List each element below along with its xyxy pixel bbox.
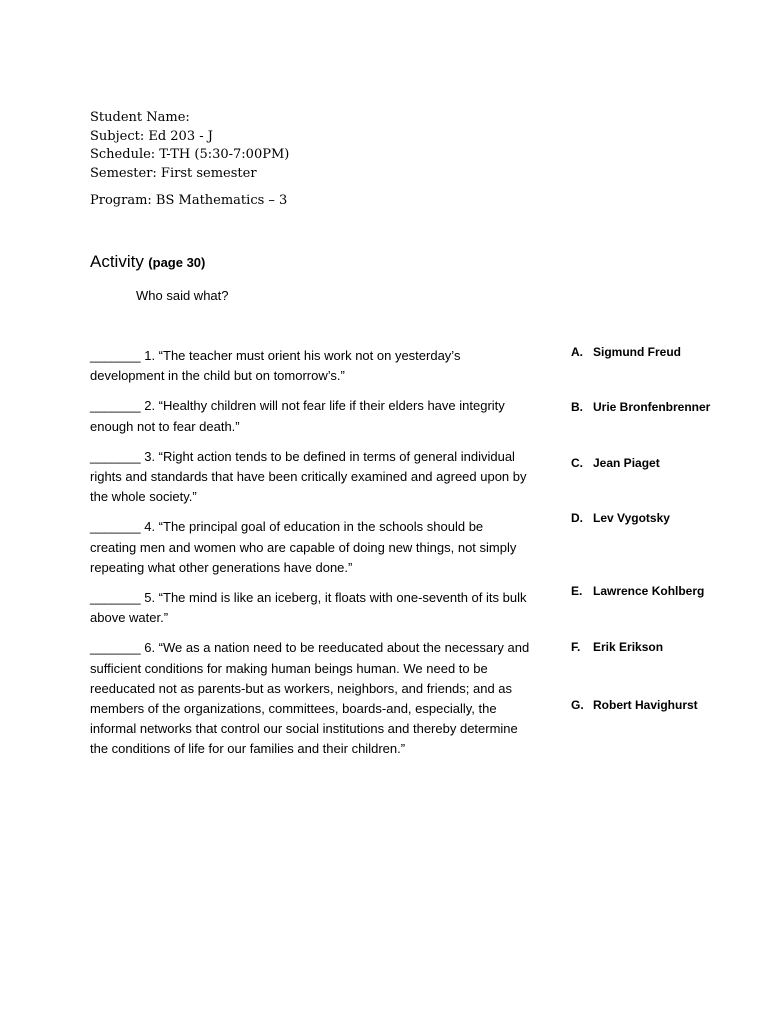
answer-letter: E. bbox=[571, 584, 583, 598]
answer-name: Lawrence Kohlberg bbox=[593, 584, 705, 598]
question-item: _______ 2. “Healthy children will not fear life if their elders have integrity enough not to fear death.” bbox=[90, 398, 505, 434]
answer-name: Sigmund Freud bbox=[593, 345, 681, 359]
program-line: Program: BS Mathematics – 3 bbox=[90, 193, 288, 208]
answer-letter: G. bbox=[571, 698, 584, 712]
question-item: _______ 4. “The principal goal of education in the schools should be creating men and women who are capable of doing new things, not simply repeating what other generations have done.” bbox=[90, 519, 517, 575]
question-list bbox=[90, 346, 530, 770]
answer-choice bbox=[571, 640, 663, 654]
question-item: _______ 5. “The mind is like an iceberg, it floats with one-seventh of its bulk above water.” bbox=[90, 590, 527, 626]
answer-name: Urie Bronfenbrenner bbox=[593, 400, 711, 414]
schedule-line: Schedule: T-TH (5:30-7:00PM) bbox=[90, 147, 290, 162]
activity-heading bbox=[90, 252, 205, 272]
answer-letter: C. bbox=[571, 456, 583, 470]
answer-choice bbox=[571, 456, 660, 470]
student-name-label: Student Name: bbox=[90, 110, 190, 125]
question-item: _______ 6. “We as a nation need to be reeducated about the necessary and sufficient conditions for making human beings human. We need to be reeducated not as parents-but as workers, neighbors, and friends; and as members of the organizations, committees, boards-and, especially, the informal networks that control our social institutions and thereby determine the conditions of life for our families and their children.” bbox=[90, 640, 530, 757]
answer-choice bbox=[571, 698, 698, 712]
answer-choice bbox=[571, 584, 704, 598]
subject-line: Subject: Ed 203 - J bbox=[90, 128, 213, 144]
answer-name: Erik Erikson bbox=[593, 640, 664, 654]
student-info-header bbox=[90, 109, 289, 211]
answer-choice bbox=[571, 400, 710, 414]
answer-name: Lev Vygotsky bbox=[593, 511, 670, 525]
answer-choice bbox=[571, 511, 670, 525]
activity-instruction: Who said what? bbox=[136, 288, 229, 303]
answer-name: Jean Piaget bbox=[593, 456, 660, 470]
answer-letter: A. bbox=[571, 345, 583, 359]
semester-line: Semester: First semester bbox=[90, 165, 257, 181]
question-item: _______ 3. “Right action tends to be defined in terms of general individual rights and standards that have been critically examined and agreed upon by the whole society.” bbox=[90, 448, 527, 505]
answer-letter: B. bbox=[571, 400, 583, 414]
question-item: _______ 1. “The teacher must orient his work not on yesterday’s development in the child but on tomorrow’s.” bbox=[90, 348, 461, 384]
answer-letter: F. bbox=[571, 640, 581, 654]
activity-page-ref: (page 30) bbox=[148, 255, 206, 270]
answer-choice bbox=[571, 345, 681, 359]
activity-title: Activity bbox=[90, 252, 144, 271]
answer-name: Robert Havighurst bbox=[593, 698, 698, 712]
answer-letter: D. bbox=[571, 511, 583, 525]
